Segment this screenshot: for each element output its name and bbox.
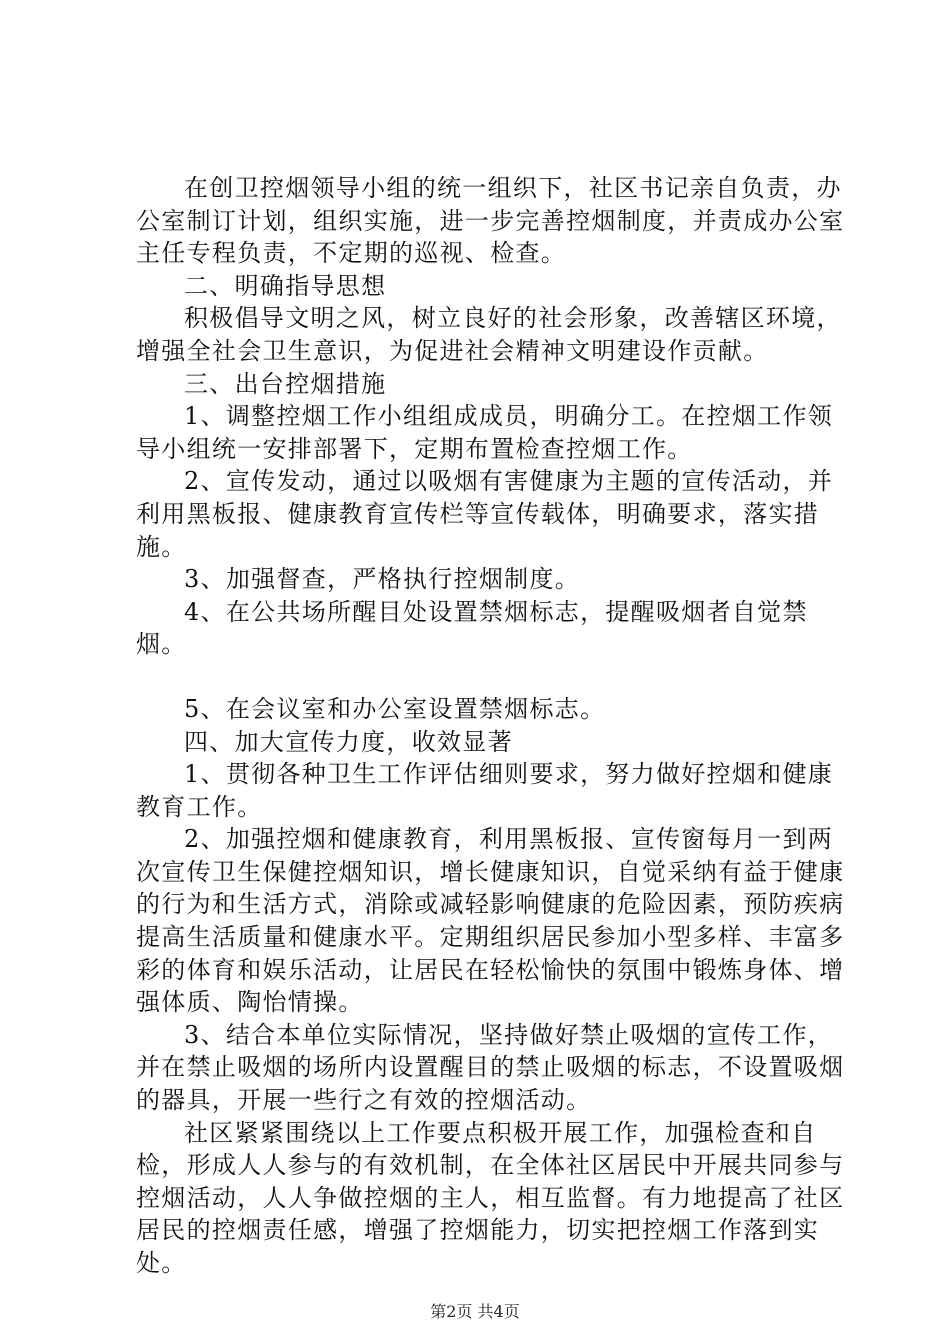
measure-item-3: 3、加强督查，严格执行控烟制度。 (184, 565, 581, 594)
section-heading-3: 三、出台控烟措施 (184, 369, 387, 398)
measure-item-4: 4、在公共场所醒目处设置禁烟标志，提醒吸烟者自觉禁烟。 (136, 597, 808, 659)
measure-item-2: 2、宣传发动，通过以吸烟有害健康为主题的宣传活动，并利用黑板报、健康教育宣传栏等宣传载体，明确要求，落实措施。 (136, 467, 834, 561)
measure-item-5: 5、在会议室和办公室设置禁烟标志。 (184, 694, 606, 723)
publicity-item-2: 2、加强控烟和健康教育，利用黑板报、宣传窗每月一到两次宣传卫生保健控烟知识，增长健康知识，自觉采纳有益于健康的行为和生活方式，消除或减轻影响健康的危险因素，预防疾病提高生活质量和健康水平。定期组织居民参加小型多样、丰富多彩的体育和娱乐活动，让居民在轻松愉快的氛围中锻炼身体、增强体质、陶怡情操。 (136, 825, 845, 1017)
document-body (136, 172, 846, 1280)
publicity-item-3: 3、结合本单位实际情况，坚持做好禁止吸烟的宣传工作，并在禁止吸烟的场所内设置醒目的禁止吸烟的标志，不设置吸烟的器具，开展一些行之有效的控烟活动。 (136, 1020, 845, 1115)
publicity-item-1: 1、贯彻各种卫生工作评估细则要求，努力做好控烟和健康教育工作。 (136, 760, 834, 821)
measure-item-1: 1、调整控烟工作小组组成成员，明确分工。在控烟工作领导小组统一安排部署下，定期布置检查控烟工作。 (136, 402, 834, 463)
section-heading-2: 二、明确指导思想 (184, 271, 387, 300)
paragraph-conclusion: 社区紧紧围绕以上工作要点积极开展工作，加强检查和自检，形成人人参与的有效机制，在全体社区居民中开展共同参与控烟活动，人人争做控烟的主人，相互监督。有力地提高了社区居民的控烟责任感，增强了控烟能力，切实把控烟工作落到实处。 (136, 1118, 845, 1277)
paragraph-intro: 在创卫控烟领导小组的统一组织下，社区书记亲自负责，办公室制订计划，组织实施，进一步完善控烟制度，并责成办公室主任专程负责，不定期的巡视、检查。 (136, 174, 845, 268)
paragraph-guiding-idea: 积极倡导文明之风，树立良好的社会形象，改善辖区环境，增强全社会卫生意识，为促进社会精神文明建设作贡献。 (136, 304, 842, 365)
section-heading-4: 四、加大宣传力度，收效显著 (184, 727, 513, 756)
page-number-footer: 第2页 共4页 (430, 1302, 520, 1321)
